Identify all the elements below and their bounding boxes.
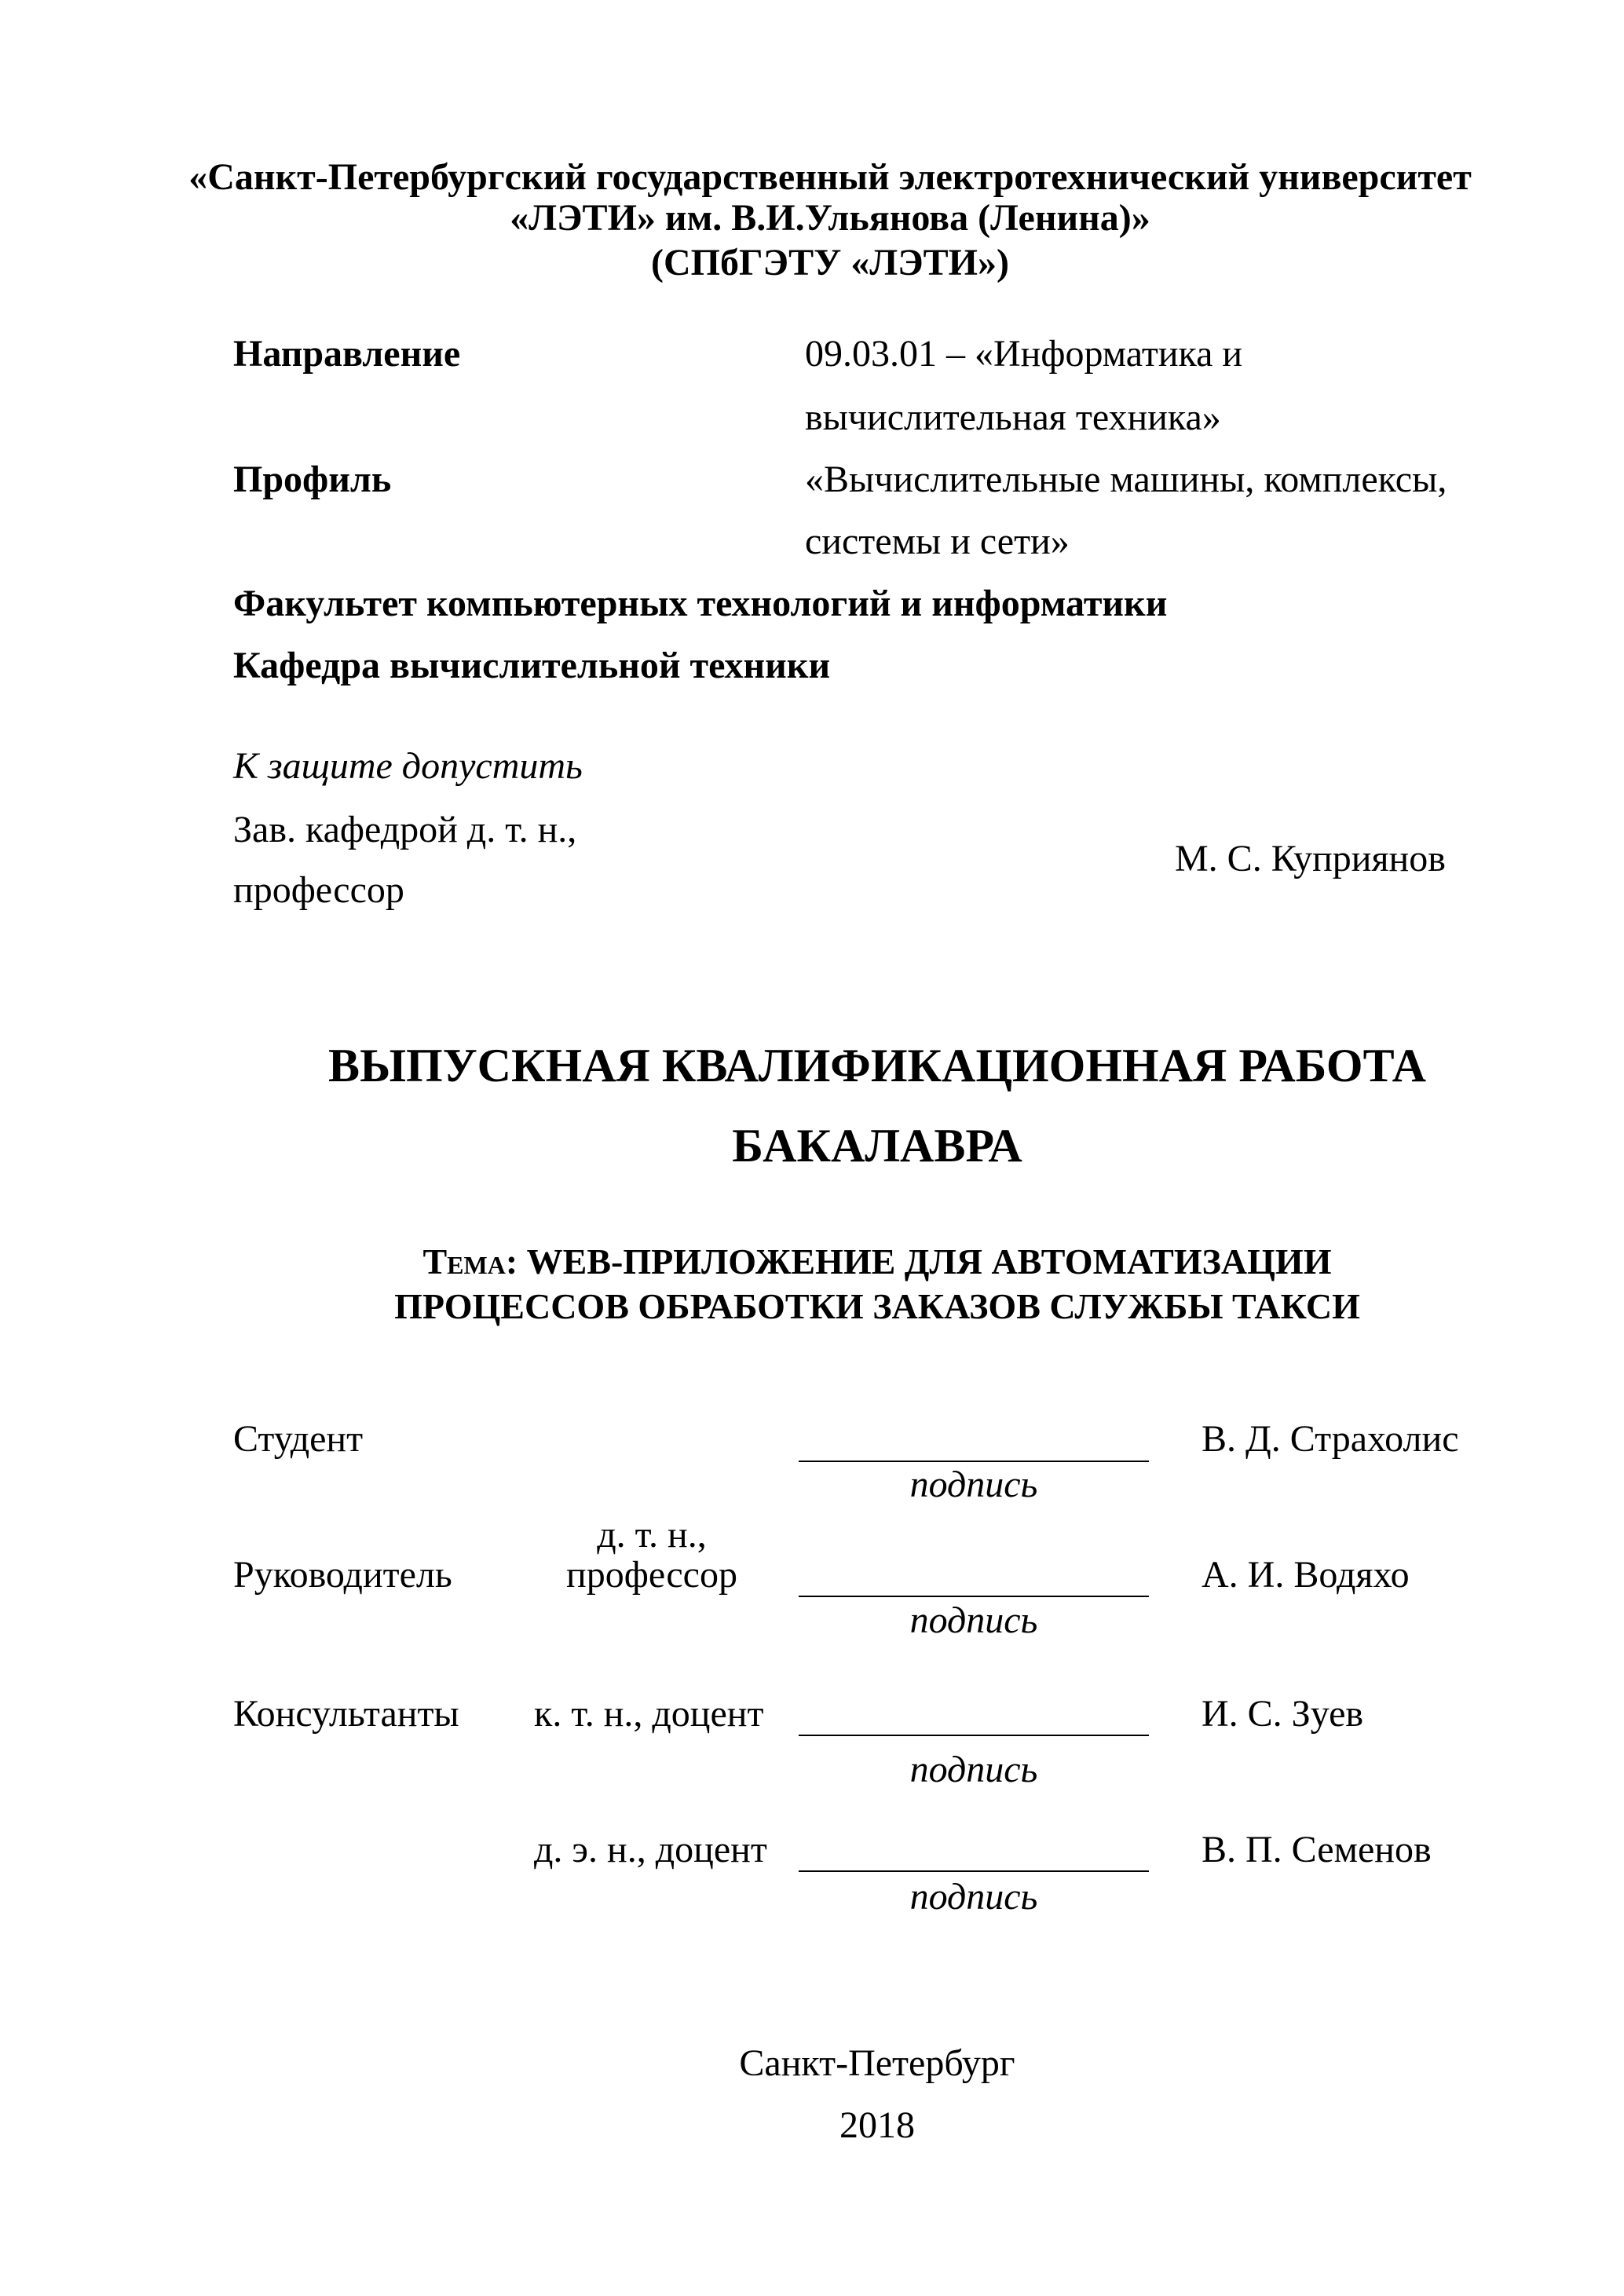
consultant1-name: И. С. Зуев	[1202, 1693, 1364, 1735]
direction-value-2: вычислительная техника»	[805, 397, 1221, 438]
supervisor-role: Руководитель	[233, 1554, 452, 1596]
consultant1-degree: к. т. н., доцент	[534, 1693, 764, 1735]
supervisor-signature-caption: подпись	[909, 1600, 1038, 1641]
consultant1-signature-caption: подпись	[909, 1749, 1038, 1790]
topic-line1: WEB-ПРИЛОЖЕНИЕ ДЛЯ АВТОМАТИЗАЦИИ	[526, 1241, 1332, 1281]
university-name-line1: «Санкт-Петербургский государственный электротехнический университет	[188, 156, 1472, 198]
student-role: Студент	[233, 1418, 364, 1460]
consultant2-name: В. П. Семенов	[1202, 1829, 1432, 1870]
admit-text: К защите допустить	[233, 745, 583, 787]
consultant2-signature-caption: подпись	[909, 1876, 1038, 1918]
university-name-line2: «ЛЭТИ» им. В.И.Ульянова (Ленина)»	[510, 197, 1150, 239]
consultant2-signature-line	[799, 1870, 1149, 1872]
consultant2-degree: д. э. н., доцент	[534, 1829, 767, 1870]
topic-line2: ПРОЦЕССОВ ОБРАБОТКИ ЗАКАЗОВ СЛУЖБЫ ТАКСИ	[394, 1286, 1360, 1326]
supervisor-name: А. И. Водяхо	[1202, 1554, 1410, 1596]
university-abbrev: (СПбГЭТУ «ЛЭТИ»)	[651, 242, 1009, 283]
supervisor-degree-1: д. т. н.,	[597, 1514, 707, 1556]
city: Санкт-Петербург	[739, 2042, 1015, 2084]
consultant1-signature-line	[799, 1735, 1149, 1736]
head-title-1: Зав. кафедрой д. т. н.,	[233, 809, 577, 850]
department: Кафедра вычислительной техники	[233, 645, 831, 686]
profile-label: Профиль	[233, 459, 392, 500]
year: 2018	[839, 2104, 915, 2146]
title-line1: ВЫПУСКНАЯ КВАЛИФИКАЦИОННАЯ РАБОТА	[328, 1040, 1426, 1091]
direction-value-1: 09.03.01 – «Информатика и	[805, 333, 1243, 375]
profile-value-1: «Вычислительные машины, комплексы,	[805, 459, 1447, 500]
direction-label: Направление	[233, 333, 461, 375]
title-line2: БАКАЛАВРА	[732, 1120, 1022, 1172]
student-name: В. Д. Страхолис	[1202, 1418, 1459, 1460]
student-signature-caption: подпись	[909, 1464, 1038, 1505]
faculty: Факультет компьютерных технологий и информатики	[233, 583, 1168, 624]
head-title-2: профессор	[233, 869, 404, 911]
supervisor-degree-2: профессор	[566, 1554, 737, 1596]
topic-label: Тема:	[422, 1241, 518, 1281]
head-name: М. С. Куприянов	[1175, 838, 1446, 879]
consultants-role: Консультанты	[233, 1693, 459, 1735]
profile-value-2: системы и сети»	[805, 521, 1070, 562]
